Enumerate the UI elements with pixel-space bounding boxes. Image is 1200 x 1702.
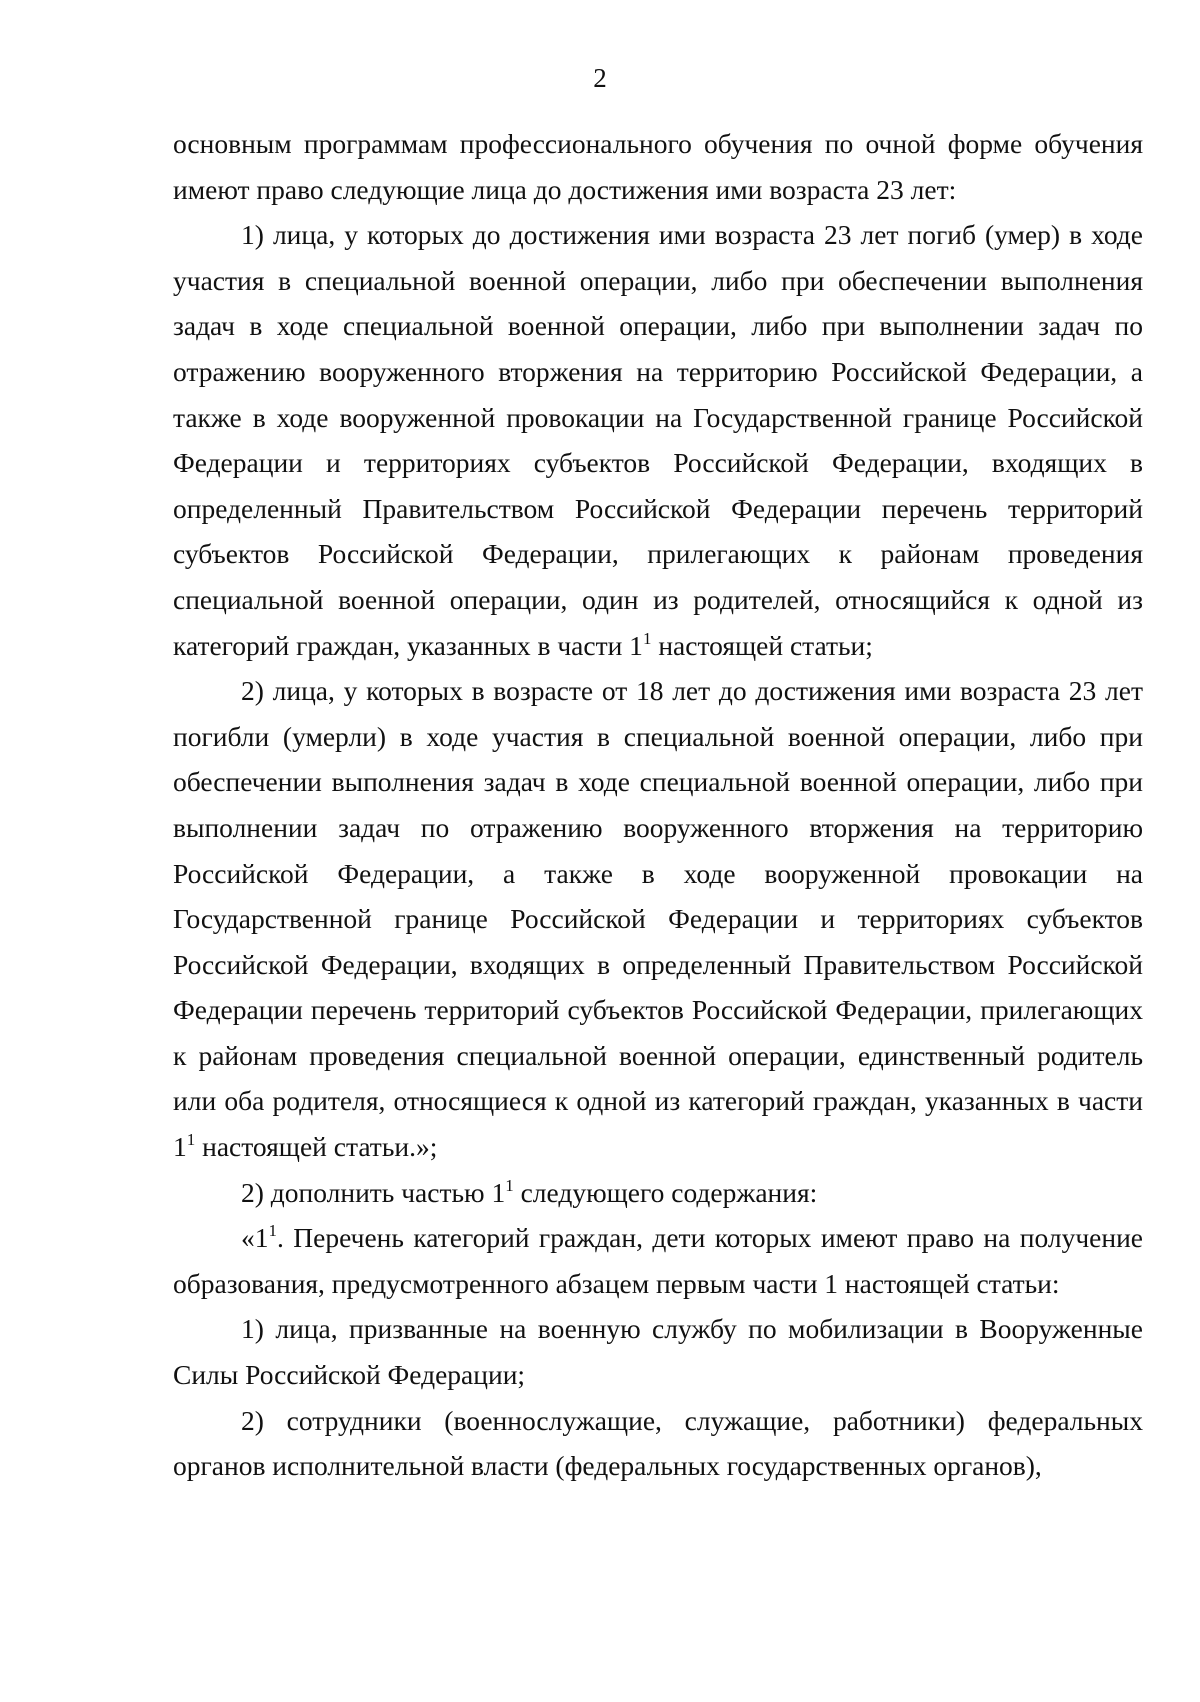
paragraph-item-2: [173, 668, 1143, 1170]
paragraph-tail: настоящей статьи;: [651, 629, 873, 661]
paragraph-text: 1) лица, у которых до достижения ими возраста 23 лет погиб (умер) в ходе участия в специальной военной операции, либо при обеспечении выполнения задач в ходе специальной военной операции, либо при выполнении задач по отражению вооруженного вторжения на территорию Российской Федерации, а также в ходе вооруженной провокации на Государственной границе Российской Федерации и территориях субъектов Российской Федерации, входящих в определенный Правительством Российской Федерации перечень территорий субъектов Российской Федерации, прилегающих к районам проведения специальной военной операции, один из родителей, относящийся к одной из категорий граждан, указанных в части 1: [173, 219, 1143, 661]
paragraph-category-2: [173, 1398, 1143, 1489]
superscript: 1: [186, 1130, 196, 1150]
paragraph-new-part: [173, 1215, 1143, 1306]
paragraph-text: 2) лица, у которых в возрасте от 18 лет до достижения ими возраста 23 лет погибли (умерли) в ходе участия в специальной военной операции, либо при обеспечении выполнения задач в ходе специальной военной операции, либо при выполнении задач по отражению вооруженного вторжения на территорию Российской Федерации, а также в ходе вооруженной провокации на Государственной границе Российской Федерации и территориях субъектов Российской Федерации, входящих в определенный Правительством Российской Федерации перечень территорий субъектов Российской Федерации, прилегающих к районам проведения специальной военной операции, единственный родитель или оба родителя, относящиеся к одной из категорий граждан, указанных в части 1: [173, 675, 1143, 1163]
paragraph-amendment: [173, 1170, 1143, 1216]
document-body: [173, 121, 1143, 1489]
paragraph-text: «1: [241, 1222, 269, 1254]
superscript: 1: [642, 628, 652, 648]
superscript: 1: [268, 1221, 277, 1241]
paragraph-tail: следующего содержания:: [513, 1176, 818, 1208]
page-number: 2: [593, 63, 607, 93]
paragraph-text: основным программам профессионального обучения по очной форме обучения имеют право следующие лица до достижения ими возраста 23 лет:: [173, 128, 1143, 205]
paragraph-text: 1) лица, призванные на военную службу по мобилизации в Вооруженные Силы Российской Федерации;: [173, 1313, 1143, 1391]
paragraph-item-1: [173, 212, 1143, 668]
paragraph-intro: [173, 121, 1143, 212]
paragraph-tail: настоящей статьи.»;: [195, 1131, 438, 1163]
paragraph-text: 2) дополнить частью 1: [241, 1176, 506, 1208]
paragraph-text: 2) сотрудники (военнослужащие, служащие, работники) федеральных органов исполнительной власти (федеральных государственных органов),: [173, 1404, 1143, 1482]
paragraph-tail: . Перечень категорий граждан, дети которых имеют право на получение образования, предусмотренного абзацем первым части 1 настоящей статьи:: [173, 1222, 1143, 1299]
paragraph-category-1: [173, 1306, 1143, 1397]
superscript: 1: [505, 1175, 514, 1195]
